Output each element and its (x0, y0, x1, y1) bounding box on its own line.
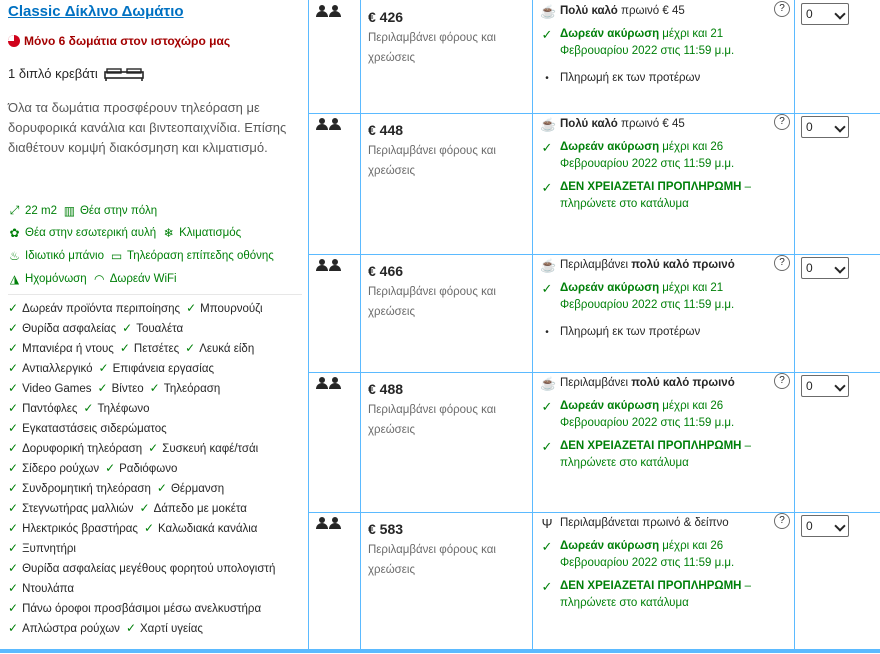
amenity-row (8, 621, 203, 635)
checkmark-icon: ✓ (541, 180, 553, 195)
pay-at-property: – πληρώνετε στο κατάλυμα (560, 580, 752, 609)
tax-note: Περιλαμβάνει φόρους και χρεώσεις (368, 32, 496, 64)
cancellation-bold: Δωρεάν ακύρωση (560, 282, 660, 294)
amenity-label: Βίντεο (111, 383, 144, 395)
price: € 448 (368, 122, 404, 138)
facility-row (8, 226, 241, 240)
chevron-down-icon (834, 8, 845, 19)
bathroom-icon: ♨ (9, 249, 20, 263)
checkmark-icon: ✓ (143, 521, 155, 535)
facility-row (8, 272, 177, 286)
cancellation-text (560, 139, 768, 173)
chevron-down-icon (834, 262, 845, 273)
column-divider (308, 0, 309, 650)
cancellation-deadline: μέχρι και 26 Φεβρουαρίου 2022 στις 11:59 μ.μ. (560, 141, 735, 170)
person-icon (329, 259, 341, 271)
occupancy-icon (316, 118, 341, 130)
amenity-label: Δωρεάν προϊόντα περιποίησης (22, 303, 181, 315)
price: € 583 (368, 521, 404, 537)
amenity-label: Τηλέφωνο (97, 403, 150, 415)
amenity-label: Ραδιόφωνο (119, 463, 178, 475)
checkmark-icon: ✓ (541, 439, 553, 454)
amenity-label: Πετσέτες (133, 343, 180, 355)
amenity-row (8, 521, 257, 535)
amenity-label: Ξυπνητήρι (22, 543, 76, 555)
free-cancellation-line (540, 139, 768, 173)
checkmark-icon: ✓ (149, 381, 160, 395)
meal-line (540, 116, 768, 133)
checkmark-icon: ✓ (139, 501, 150, 515)
occupancy-icon (316, 517, 341, 529)
amenity-row (8, 601, 261, 615)
facility-label: Κλιματισμός (179, 227, 242, 239)
amenity-label: Μπουρνούζι (200, 303, 263, 315)
cancellation-deadline: μέχρι και 26 Φεβρουαρίου 2022 στις 11:59 μ.μ. (560, 400, 735, 429)
cancellation-text (560, 398, 768, 432)
person-icon (329, 5, 341, 17)
payment-line (540, 324, 768, 341)
column-divider (532, 0, 533, 650)
coffee-cup-icon: ☕ (540, 117, 557, 132)
amenity-row (8, 441, 258, 455)
amenity-label: Απλώστρα ρούχων (22, 623, 120, 635)
checkmark-icon: ✓ (8, 601, 19, 615)
person-icon (316, 5, 328, 17)
meal-prefix: Περιλαμβάνει (560, 259, 632, 271)
checkmark-icon: ✓ (119, 341, 130, 355)
room-quantity-select[interactable] (801, 515, 849, 537)
tax-note: Περιλαμβάνει φόρους και χρεώσεις (368, 286, 496, 318)
checkmark-icon: ✓ (541, 539, 553, 554)
checkmark-icon: ✓ (122, 321, 133, 335)
payment-text: Πληρωμή εκ των προτέρων (560, 72, 701, 84)
checkmark-icon: ✓ (8, 441, 19, 455)
checkmark-icon: ✓ (83, 401, 94, 415)
person-icon (316, 259, 328, 271)
bed-info (8, 66, 144, 81)
table-bottom-border (0, 649, 880, 653)
occupancy-icon (316, 259, 341, 271)
checkmark-icon: ✓ (541, 27, 553, 42)
person-icon (329, 377, 341, 389)
amenity-label: Ντουλάπα (22, 583, 75, 595)
meal-bold: Πολύ καλό (560, 5, 618, 17)
amenity-label: Χαρτί υγείας (140, 623, 203, 635)
no-prepayment-bold: ΔΕΝ ΧΡΕΙΑΖΕΤΑΙ ΠΡΟΠΛΗΡΩΜΗ (560, 580, 742, 592)
checkmark-icon: ✓ (8, 461, 19, 475)
facility-label: Ηχομόνωση (25, 273, 87, 285)
amenity-row (8, 581, 74, 595)
meal-prefix: Περιλαμβάνεται πρωινό & δείπνο (560, 517, 729, 529)
meal-bold: πολύ καλό πρωινό (631, 377, 735, 389)
meal-line (540, 375, 768, 392)
coffee-cup-icon: ☕ (540, 4, 557, 19)
row-divider (308, 113, 880, 114)
checkmark-icon: ✓ (8, 521, 19, 535)
room-quantity-value: 0 (806, 261, 813, 275)
no-prepayment-bold: ΔΕΝ ΧΡΕΙΑΖΕΤΑΙ ΠΡΟΠΛΗΡΩΜΗ (560, 181, 742, 193)
amenity-label: Συνδρομητική τηλεόραση (22, 483, 151, 495)
person-icon (316, 377, 328, 389)
snowflake-icon: ❄ (163, 226, 174, 240)
checkmark-icon: ✓ (8, 561, 19, 575)
price: € 488 (368, 381, 404, 397)
amenity-label: Ηλεκτρικός βραστήρας (22, 523, 138, 535)
meal-text (560, 515, 729, 532)
checkmark-icon: ✓ (541, 399, 553, 414)
cancellation-text (560, 280, 768, 314)
payment-text (560, 438, 768, 472)
checkmark-icon: ✓ (8, 301, 19, 315)
facility-label: Δωρεάν WiFi (109, 273, 177, 285)
free-cancellation-line (540, 398, 768, 432)
amenity-row (8, 481, 224, 495)
payment-text (560, 179, 768, 213)
room-quantity-value: 0 (806, 120, 813, 134)
row-divider (308, 254, 880, 255)
checkmark-icon: ✓ (156, 481, 167, 495)
meal-suffix: πρωινό € 45 (617, 5, 685, 17)
courtyard-icon: ✿ (9, 226, 20, 240)
facility-label: Ιδιωτικό μπάνιο (25, 250, 105, 262)
city-view-icon: ▥ (63, 203, 76, 218)
help-icon[interactable]: ? (774, 255, 790, 271)
cancellation-bold: Δωρεάν ακύρωση (560, 28, 660, 40)
help-icon[interactable]: ? (774, 513, 790, 529)
amenity-row (8, 321, 183, 335)
facility-row (8, 203, 157, 218)
checkmark-icon: ✓ (8, 541, 19, 555)
cancellation-text (560, 538, 768, 572)
bullet-icon: • (545, 327, 549, 338)
facility-label: 22 m2 (25, 204, 57, 217)
soundproof-icon: ◮ (9, 272, 20, 286)
conditions (540, 375, 768, 472)
amenity-row (8, 381, 220, 395)
checkmark-icon: ✓ (185, 341, 196, 355)
row-divider (308, 512, 880, 513)
bullet-icon: • (545, 73, 549, 84)
scarcity-text: Μόνο 6 δωμάτια στον ιστοχώρο μας (24, 34, 231, 48)
amenity-label: Video Games (22, 383, 92, 395)
free-cancellation-line (540, 26, 768, 60)
checkmark-icon: ✓ (541, 281, 553, 296)
meal-line (540, 515, 768, 532)
help-icon[interactable]: ? (774, 373, 790, 389)
facility-row (8, 249, 274, 263)
cancellation-deadline: μέχρι και 21 Φεβρουαρίου 2022 στις 11:59 μ.μ. (560, 282, 735, 311)
meal-line (540, 3, 768, 20)
clock-icon (8, 35, 20, 47)
room-title-link[interactable]: Classic Δίκλινο Δωμάτιο (8, 3, 184, 20)
amenity-row (8, 461, 177, 475)
price: € 426 (368, 9, 404, 25)
checkmark-icon: ✓ (125, 621, 136, 635)
checkmark-icon: ✓ (97, 381, 108, 395)
chevron-down-icon (834, 121, 845, 132)
amenity-label: Θυρίδα ασφαλείας μεγέθους φορητού υπολογιστή (22, 563, 276, 575)
no-prepayment-line (540, 438, 768, 472)
cancellation-deadline: μέχρι και 21 Φεβρουαρίου 2022 στις 11:59 μ.μ. (560, 28, 735, 57)
free-cancellation-line (540, 280, 768, 314)
conditions (540, 116, 768, 213)
checkmark-icon: ✓ (8, 501, 19, 515)
amenity-label: Αντιαλλεργικό (22, 363, 93, 375)
person-icon (316, 517, 328, 529)
amenity-row (8, 341, 254, 355)
help-icon[interactable]: ? (774, 114, 790, 130)
cancellation-bold: Δωρεάν ακύρωση (560, 540, 660, 552)
checkmark-icon: ✓ (8, 481, 19, 495)
room-quantity-select[interactable] (801, 3, 849, 25)
facility-label: Τηλεόραση επίπεδης οθόνης (127, 250, 274, 262)
help-icon[interactable]: ? (774, 1, 790, 17)
amenity-label: Παντόφλες (22, 403, 78, 415)
column-divider (360, 0, 361, 650)
scarcity-message (8, 34, 230, 48)
room-quantity-select[interactable] (801, 257, 849, 279)
checkmark-icon: ✓ (541, 579, 553, 594)
checkmark-icon: ✓ (8, 621, 19, 635)
amenity-label: Μπανιέρα ή ντους (22, 343, 114, 355)
payment-text: Πληρωμή εκ των προτέρων (560, 326, 701, 338)
cancellation-bold: Δωρεάν ακύρωση (560, 141, 660, 153)
facility-label: Θέα στην εσωτερική αυλή (25, 227, 157, 239)
room-description: Όλα τα δωμάτια προσφέρουν τηλεόραση με δορυφορικά κανάλια και βιντεοπαιχνίδια. Επίσης διαθέτουν κομψή διακόσμηση και κλιματισμό. (8, 100, 287, 155)
checkmark-icon: ✓ (8, 581, 19, 595)
amenity-label: Σίδερο ρούχων (22, 463, 100, 475)
amenity-label: Θυρίδα ασφαλείας (22, 323, 117, 335)
meal-text (560, 3, 685, 20)
person-icon (329, 118, 341, 130)
pay-at-property: – πληρώνετε στο κατάλυμα (560, 440, 752, 469)
occupancy-icon (316, 5, 341, 17)
chevron-down-icon (834, 380, 845, 391)
checkmark-icon: ✓ (98, 361, 109, 375)
no-prepayment-bold: ΔΕΝ ΧΡΕΙΑΖΕΤΑΙ ΠΡΟΠΛΗΡΩΜΗ (560, 440, 742, 452)
coffee-cup-icon: ☕ (540, 258, 557, 273)
room-quantity-select[interactable] (801, 116, 849, 138)
no-prepayment-line (540, 179, 768, 213)
double-bed-icon (104, 67, 144, 81)
free-cancellation-line (540, 538, 768, 572)
cancellation-deadline: μέχρι και 26 Φεβρουαρίου 2022 στις 11:59 μ.μ. (560, 540, 735, 569)
cancellation-text (560, 26, 768, 60)
column-divider (794, 0, 795, 650)
amenity-label: Συσκευή καφέ/τσάι (162, 443, 259, 455)
wifi-icon: ◠ (93, 272, 105, 286)
size-icon: ⤢ (9, 203, 20, 217)
meal-bold: Πολύ καλό (560, 118, 618, 130)
tax-note: Περιλαμβάνει φόρους και χρεώσεις (368, 145, 496, 177)
facility-label: Θέα στην πόλη (79, 204, 158, 217)
meal-text (560, 375, 735, 392)
tv-icon: ▭ (110, 249, 123, 263)
amenity-row (8, 501, 247, 515)
room-info-column (0, 0, 308, 650)
occupancy-icon (316, 377, 341, 389)
room-quantity-select[interactable] (801, 375, 849, 397)
amenity-label: Δορυφορική τηλεόραση (22, 443, 143, 455)
checkmark-icon: ✓ (105, 461, 116, 475)
checkmark-icon: ✓ (8, 361, 19, 375)
row-divider (308, 372, 880, 373)
amenity-label: Εγκαταστάσεις σιδερώματος (22, 423, 167, 435)
room-quantity-value: 0 (806, 379, 813, 393)
checkmark-icon: ✓ (8, 321, 19, 335)
amenity-row (8, 421, 167, 435)
person-icon (329, 517, 341, 529)
divider (8, 294, 302, 295)
amenity-label: Πάνω όροφοι προσβάσιμοι μέσω ανελκυστήρα (22, 603, 262, 615)
checkmark-icon: ✓ (186, 301, 197, 315)
amenity-label: Στεγνωτήρας μαλλιών (22, 503, 134, 515)
person-icon (316, 118, 328, 130)
amenity-label: Δάπεδο με μοκέτα (153, 503, 247, 515)
checkmark-icon: ✓ (541, 140, 553, 155)
chevron-down-icon (834, 520, 845, 531)
meal-text (560, 257, 735, 274)
meal-suffix: πρωινό € 45 (617, 118, 685, 130)
amenity-row (8, 561, 275, 575)
no-prepayment-line (540, 578, 768, 612)
meal-prefix: Περιλαμβάνει (560, 377, 632, 389)
checkmark-icon: ✓ (8, 421, 19, 435)
amenity-label: Τηλεόραση (163, 383, 221, 395)
amenity-label: Θέρμανση (170, 483, 225, 495)
amenity-label: Επιφάνεια εργασίας (112, 363, 215, 375)
meal-text (560, 116, 685, 133)
amenity-label: Τουαλέτα (136, 323, 184, 335)
fork-knife-icon: Ψ (541, 516, 553, 531)
amenity-row (8, 301, 263, 315)
amenity-row (8, 541, 76, 555)
payment-line (540, 70, 768, 87)
amenity-label: Λευκά είδη (199, 343, 255, 355)
payment-text (560, 578, 768, 612)
cancellation-bold: Δωρεάν ακύρωση (560, 400, 660, 412)
conditions (540, 257, 768, 341)
bed-label: 1 διπλό κρεβάτι (8, 66, 98, 81)
price: € 466 (368, 263, 404, 279)
coffee-cup-icon: ☕ (540, 376, 557, 391)
checkmark-icon: ✓ (8, 341, 19, 355)
room-quantity-value: 0 (806, 7, 813, 21)
pay-at-property: – πληρώνετε στο κατάλυμα (560, 181, 752, 210)
amenity-row (8, 401, 149, 415)
conditions (540, 3, 768, 87)
amenity-row (8, 361, 214, 375)
meal-bold: πολύ καλό πρωινό (631, 259, 735, 271)
checkmark-icon: ✓ (8, 401, 19, 415)
tax-note: Περιλαμβάνει φόρους και χρεώσεις (368, 404, 496, 436)
checkmark-icon: ✓ (148, 441, 159, 455)
room-quantity-value: 0 (806, 519, 813, 533)
meal-line (540, 257, 768, 274)
checkmark-icon: ✓ (8, 381, 19, 395)
tax-note: Περιλαμβάνει φόρους και χρεώσεις (368, 544, 496, 576)
amenity-label: Καλωδιακά κανάλια (158, 523, 258, 535)
conditions (540, 515, 768, 612)
